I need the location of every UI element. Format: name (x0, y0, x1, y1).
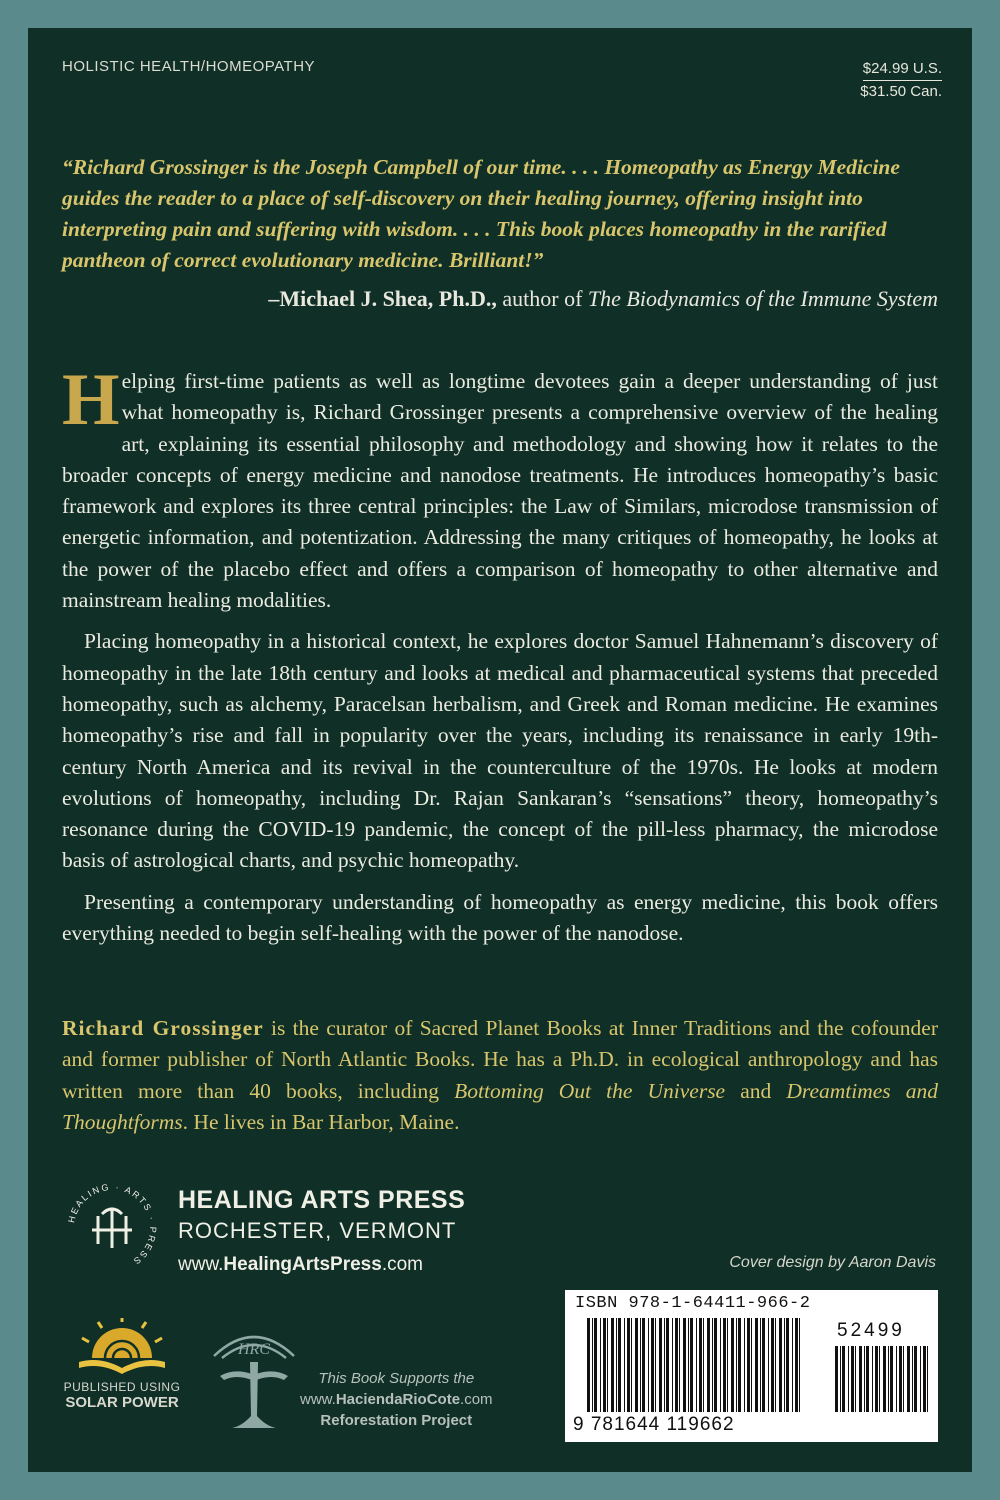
attribution-middle: author of (502, 286, 583, 311)
bio-author-name: Richard Grossinger (62, 1016, 264, 1040)
description-paragraph-3: Presenting a contemporary understanding of homeopathy as energy medicine, this book offers everything needed to begin self-healing with the power of the nanodose. (62, 889, 938, 946)
publisher-url[interactable] (178, 1254, 465, 1276)
reforest-url-prefix: www. (300, 1391, 336, 1408)
url-bold: HealingArtsPress (223, 1254, 382, 1275)
isbn-barcode (565, 1290, 938, 1442)
sun-book-icon (67, 1318, 177, 1380)
bio-text-1: is the curator of Sacred Planet Books at Inner Traditions and the cofounder and former publisher of North Atlantic Books. He has a Ph.D. in ecological anthropology and has written more than 40 books, including (62, 1016, 938, 1103)
bio-text-2: and (725, 1078, 787, 1103)
reforest-url-bold: HaciendaRioCote (335, 1391, 461, 1408)
solar-power-badge (62, 1318, 182, 1411)
reforestation-note (300, 1368, 493, 1431)
book-description (62, 359, 938, 959)
drop-cap: H (62, 359, 120, 441)
barcode-ean-digits: 9 781644 119662 (573, 1414, 735, 1435)
bio-text-3: . He lives in Bar Harbor, Maine. (182, 1109, 460, 1134)
isbn-label: ISBN 978-1-64411-966-2 (575, 1294, 811, 1313)
book-back-cover (28, 28, 972, 1472)
publisher-name: HEALING ARTS PRESS (178, 1186, 466, 1214)
publisher-city: ROCHESTER, VERMONT (178, 1218, 457, 1243)
category-label: HOLISTIC HEALTH/HOMEOPATHY (62, 58, 316, 75)
endorsement-quote: “Richard Grossinger is the Joseph Campbell of our time. . . . Homeopathy as Energy Medicine guides the reader to a place of self-discovery on their healing journey, offering insight into interpreting pain and suffering with wisdom. . . . This book places homeopathy in the rarified pantheon of correct evolutionary medicine. Brilliant!” (62, 155, 900, 272)
bio-book-1: Bottoming Out the Universe (454, 1078, 726, 1103)
reforest-url[interactable] (300, 1389, 493, 1410)
hrc-logo-text: HRC (238, 1341, 270, 1358)
price-can: $31.50 Can. (860, 83, 942, 100)
bio-book-2: Dreamtimes and Thoughtforms (62, 1078, 938, 1134)
attribution-book: The Biodynamics of the Immune System (587, 286, 938, 311)
barcode-price-code: 52499 (837, 1320, 905, 1341)
solar-line-2: SOLAR POWER (65, 1394, 179, 1411)
description-paragraph-1 (62, 359, 938, 616)
reforest-url-suffix: .com (460, 1391, 493, 1408)
quote-attribution (268, 286, 938, 312)
price-block (860, 58, 942, 103)
description-paragraph-2: Placing homeopathy in a historical context, he explores doctor Samuel Hahnemann’s discovery of homeopathy in the late 18th century and looks at medical and pharmaceutical systems that preceded homeopathy, such as alchemy, Paracelsan herbalism, and Greek and Roman medicine. He examines homeopathy’s rise and fall in popularity over the years, including its renaissance in early 19th-century North America and its revival in the counterculture of the 1970s. He looks at modern evolutions of homeopathy, including Dr. Rajan Sankaran’s “sensations” theory, homeopathy’s resonance during the COVID-19 pandemic, the concept of the pill-less pharmacy, the microdose basis of astrological charts, and psychic homeopathy. (62, 629, 938, 873)
author-bio (62, 1013, 938, 1138)
attribution-name: –Michael J. Shea, Ph.D., (268, 286, 497, 311)
url-suffix: .com (381, 1254, 423, 1275)
price-us: $24.99 U.S. (863, 58, 942, 81)
url-prefix: www. (178, 1254, 224, 1275)
publisher-info (178, 1186, 465, 1276)
solar-line-1: PUBLISHED USING (63, 1380, 181, 1394)
reforest-line-1: This Book Supports the (318, 1370, 475, 1387)
tree-logo-icon (204, 1318, 304, 1438)
cover-design-credit: Cover design by Aaron Davis (729, 1254, 936, 1271)
description-text-1: elping first-time patients as well as longtime devotees gain a deeper understanding of just what homeopathy is, Richard Grossinger presents a comprehensive overview of the healing art, explaining its essential philosophy and methodology and showing how it relates to the broader concepts of energy medicine and nanodose treatments. He introduces homeopathy’s basic framework and explores its three central principles: the Law of Similars, microdose transmission of energetic information, and potentization. Addressing the many critiques of homeopathy, he looks at the power of the placebo effect and offers a comparison of homeopathy to other alternative and mainstream healing modalities. (62, 369, 938, 613)
publisher-logo-icon (62, 1178, 162, 1278)
logo-ring-text: HEALING · ARTS · PRESS (66, 1181, 159, 1268)
reforest-line-3: Reforestation Project (320, 1412, 473, 1429)
